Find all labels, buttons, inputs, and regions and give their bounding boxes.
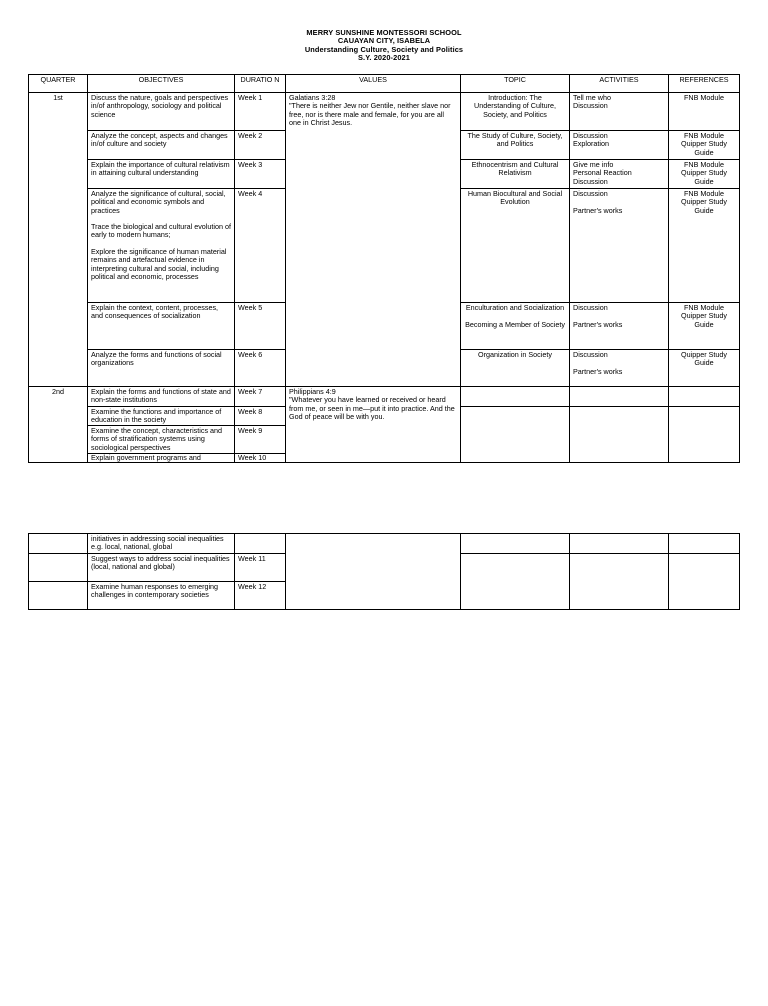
col-header-references: REFERENCES bbox=[669, 75, 740, 93]
references-cell: FNB Module bbox=[669, 93, 740, 131]
col-header-duration: DURATIO N bbox=[235, 75, 286, 93]
school-year: S.Y. 2020-2021 bbox=[358, 53, 410, 63]
quarter-cell bbox=[29, 534, 88, 554]
activity-item: Partner's works bbox=[573, 366, 623, 376]
duration-cell: Week 1 bbox=[235, 93, 286, 131]
references-cell: FNB Module Quipper Study Guide bbox=[669, 131, 740, 160]
values-verse-text: "Whatever you have learned or received or heard from me, or seen in me—put it into practice. And the God of peace will be with you. bbox=[289, 395, 455, 421]
topic-cell bbox=[461, 406, 570, 463]
activities-cell bbox=[570, 189, 669, 303]
values-verse-text: "There is neither Jew nor Gentile, neither slave nor free, nor is there male and female, for you are all one in Christ Jesus. bbox=[289, 101, 451, 127]
col-header-values: VALUES bbox=[286, 75, 461, 93]
values-cell bbox=[286, 534, 461, 610]
references-cell: FNB Module Quipper Study Guide bbox=[669, 189, 740, 303]
activities-cell bbox=[570, 93, 669, 131]
activities-cell bbox=[570, 534, 669, 554]
duration-cell: Week 9 bbox=[235, 426, 286, 454]
topic-cell: Human Biocultural and Social Evolution bbox=[461, 189, 570, 303]
references-cell bbox=[669, 553, 740, 609]
activities-cell bbox=[570, 406, 669, 463]
activity-item: Partner's works bbox=[573, 205, 623, 215]
objective-cell: Examine the functions and importance of education in the society bbox=[88, 406, 235, 426]
objective-item: Explore the significance of human material remains and artefactual evidence in interpreting cultural and social, including political and economic, processes bbox=[91, 247, 227, 281]
objective-cell: Explain the importance of cultural relativism in attaining cultural understanding bbox=[88, 160, 235, 189]
duration-cell: Week 6 bbox=[235, 350, 286, 387]
duration-cell: Week 8 bbox=[235, 406, 286, 426]
topic-item: Enculturation and Socialization bbox=[465, 303, 565, 312]
activity-item: Discussion bbox=[573, 131, 608, 140]
duration-cell: Week 5 bbox=[235, 303, 286, 350]
topic-cell bbox=[461, 553, 570, 609]
activities-cell bbox=[570, 131, 669, 160]
duration-cell: Week 7 bbox=[235, 387, 286, 407]
table-row bbox=[29, 387, 740, 407]
activity-item: Exploration bbox=[573, 139, 609, 149]
topic-cell bbox=[461, 387, 570, 407]
topic-cell: The Study of Culture, Society, and Politics bbox=[461, 131, 570, 160]
curriculum-table-continued bbox=[28, 533, 740, 610]
topic-cell bbox=[461, 534, 570, 554]
quarter-cell: 1st bbox=[29, 93, 88, 387]
values-cell bbox=[286, 93, 461, 387]
activity-item: Discussion bbox=[573, 303, 608, 312]
school-name: MERRY SUNSHINE MONTESSORI SCHOOL bbox=[306, 28, 462, 37]
quarter-cell bbox=[29, 553, 88, 581]
values-cell bbox=[286, 387, 461, 463]
activities-cell bbox=[570, 160, 669, 189]
references-cell bbox=[669, 534, 740, 554]
activity-item: Discussion bbox=[573, 350, 608, 359]
duration-cell: Week 10 bbox=[235, 454, 286, 463]
curriculum-table bbox=[28, 74, 740, 463]
topic-cell: Introduction: The Understanding of Culture, Society, and Politics bbox=[461, 93, 570, 131]
col-header-quarter: QUARTER bbox=[29, 75, 88, 93]
activities-cell bbox=[570, 553, 669, 609]
topic-cell: Organization in Society bbox=[461, 350, 570, 387]
references-cell bbox=[669, 406, 740, 463]
activity-item: Discussion bbox=[573, 101, 608, 111]
objective-line: challenges in contemporary societies bbox=[91, 589, 209, 599]
col-header-activities: ACTIVITIES bbox=[570, 75, 669, 93]
duration-cell bbox=[235, 534, 286, 554]
duration-cell: Week 3 bbox=[235, 160, 286, 189]
table-header-row bbox=[29, 75, 740, 93]
duration-cell: Week 4 bbox=[235, 189, 286, 303]
references-cell: FNB Module Quipper Study Guide bbox=[669, 160, 740, 189]
objective-cell: Explain the forms and functions of state and non-state institutions bbox=[88, 387, 235, 407]
references-cell bbox=[669, 387, 740, 407]
references-cell: Quipper Study Guide bbox=[669, 350, 740, 387]
objective-cell: Examine the concept, characteristics and forms of stratification systems using sociological perspectives bbox=[88, 426, 235, 454]
objective-cell: Discuss the nature, goals and perspectives in/of anthropology, sociology and political science bbox=[88, 93, 235, 131]
activity-item: Give me info bbox=[573, 160, 614, 169]
duration-cell: Week 2 bbox=[235, 131, 286, 160]
objective-cell bbox=[88, 189, 235, 303]
table-row bbox=[29, 93, 740, 131]
references-cell: FNB Module Quipper Study Guide bbox=[669, 303, 740, 350]
document-header bbox=[0, 29, 768, 63]
values-verse-ref: Galatians 3:28 bbox=[289, 93, 336, 102]
objective-item: Trace the biological and cultural evolution of early to modern humans; bbox=[91, 222, 231, 240]
objective-cell bbox=[88, 581, 235, 609]
objective-cell: Explain the context, content, processes, and consequences of socialization bbox=[88, 303, 235, 350]
duration-cell: Week 11 bbox=[235, 553, 286, 581]
activities-cell bbox=[570, 350, 669, 387]
objective-cell: Analyze the forms and functions of social organizations bbox=[88, 350, 235, 387]
subject-title: Understanding Culture, Society and Politics bbox=[304, 44, 464, 54]
col-header-topic: TOPIC bbox=[461, 75, 570, 93]
quarter-cell: 2nd bbox=[29, 387, 88, 463]
values-verse-ref: Philippians 4:9 bbox=[289, 387, 336, 396]
table-row bbox=[29, 534, 740, 554]
topic-cell: Ethnocentrism and Cultural Relativism bbox=[461, 160, 570, 189]
activity-item: Discussion bbox=[573, 189, 608, 198]
activity-item: Discussion bbox=[573, 176, 608, 186]
activity-item: Tell me who bbox=[573, 93, 611, 102]
objective-cell: initiatives in addressing social inequalities e.g. local, national, global bbox=[88, 534, 235, 554]
school-city: CAUAYAN CITY, ISABELA bbox=[337, 36, 431, 46]
objective-line: Examine human responses to emerging bbox=[91, 581, 219, 591]
activities-cell bbox=[570, 303, 669, 350]
objective-cell: Explain government programs and bbox=[88, 454, 235, 463]
activity-item: Partner's works bbox=[573, 319, 623, 329]
activities-cell bbox=[570, 387, 669, 407]
activity-item: Personal Reaction bbox=[573, 168, 632, 178]
quarter-cell bbox=[29, 581, 88, 609]
topic-cell bbox=[461, 303, 570, 350]
objective-item: Analyze the significance of cultural, social, political and economic symbols and practices bbox=[91, 189, 226, 215]
col-header-objectives: OBJECTIVES bbox=[88, 75, 235, 93]
duration-cell: Week 12 bbox=[235, 581, 286, 609]
topic-item: Becoming a Member of Society bbox=[465, 319, 565, 329]
objective-cell: Analyze the concept, aspects and changes in/of culture and society bbox=[88, 131, 235, 160]
objective-cell: Suggest ways to address social inequalities (local, national and global) bbox=[88, 553, 235, 581]
